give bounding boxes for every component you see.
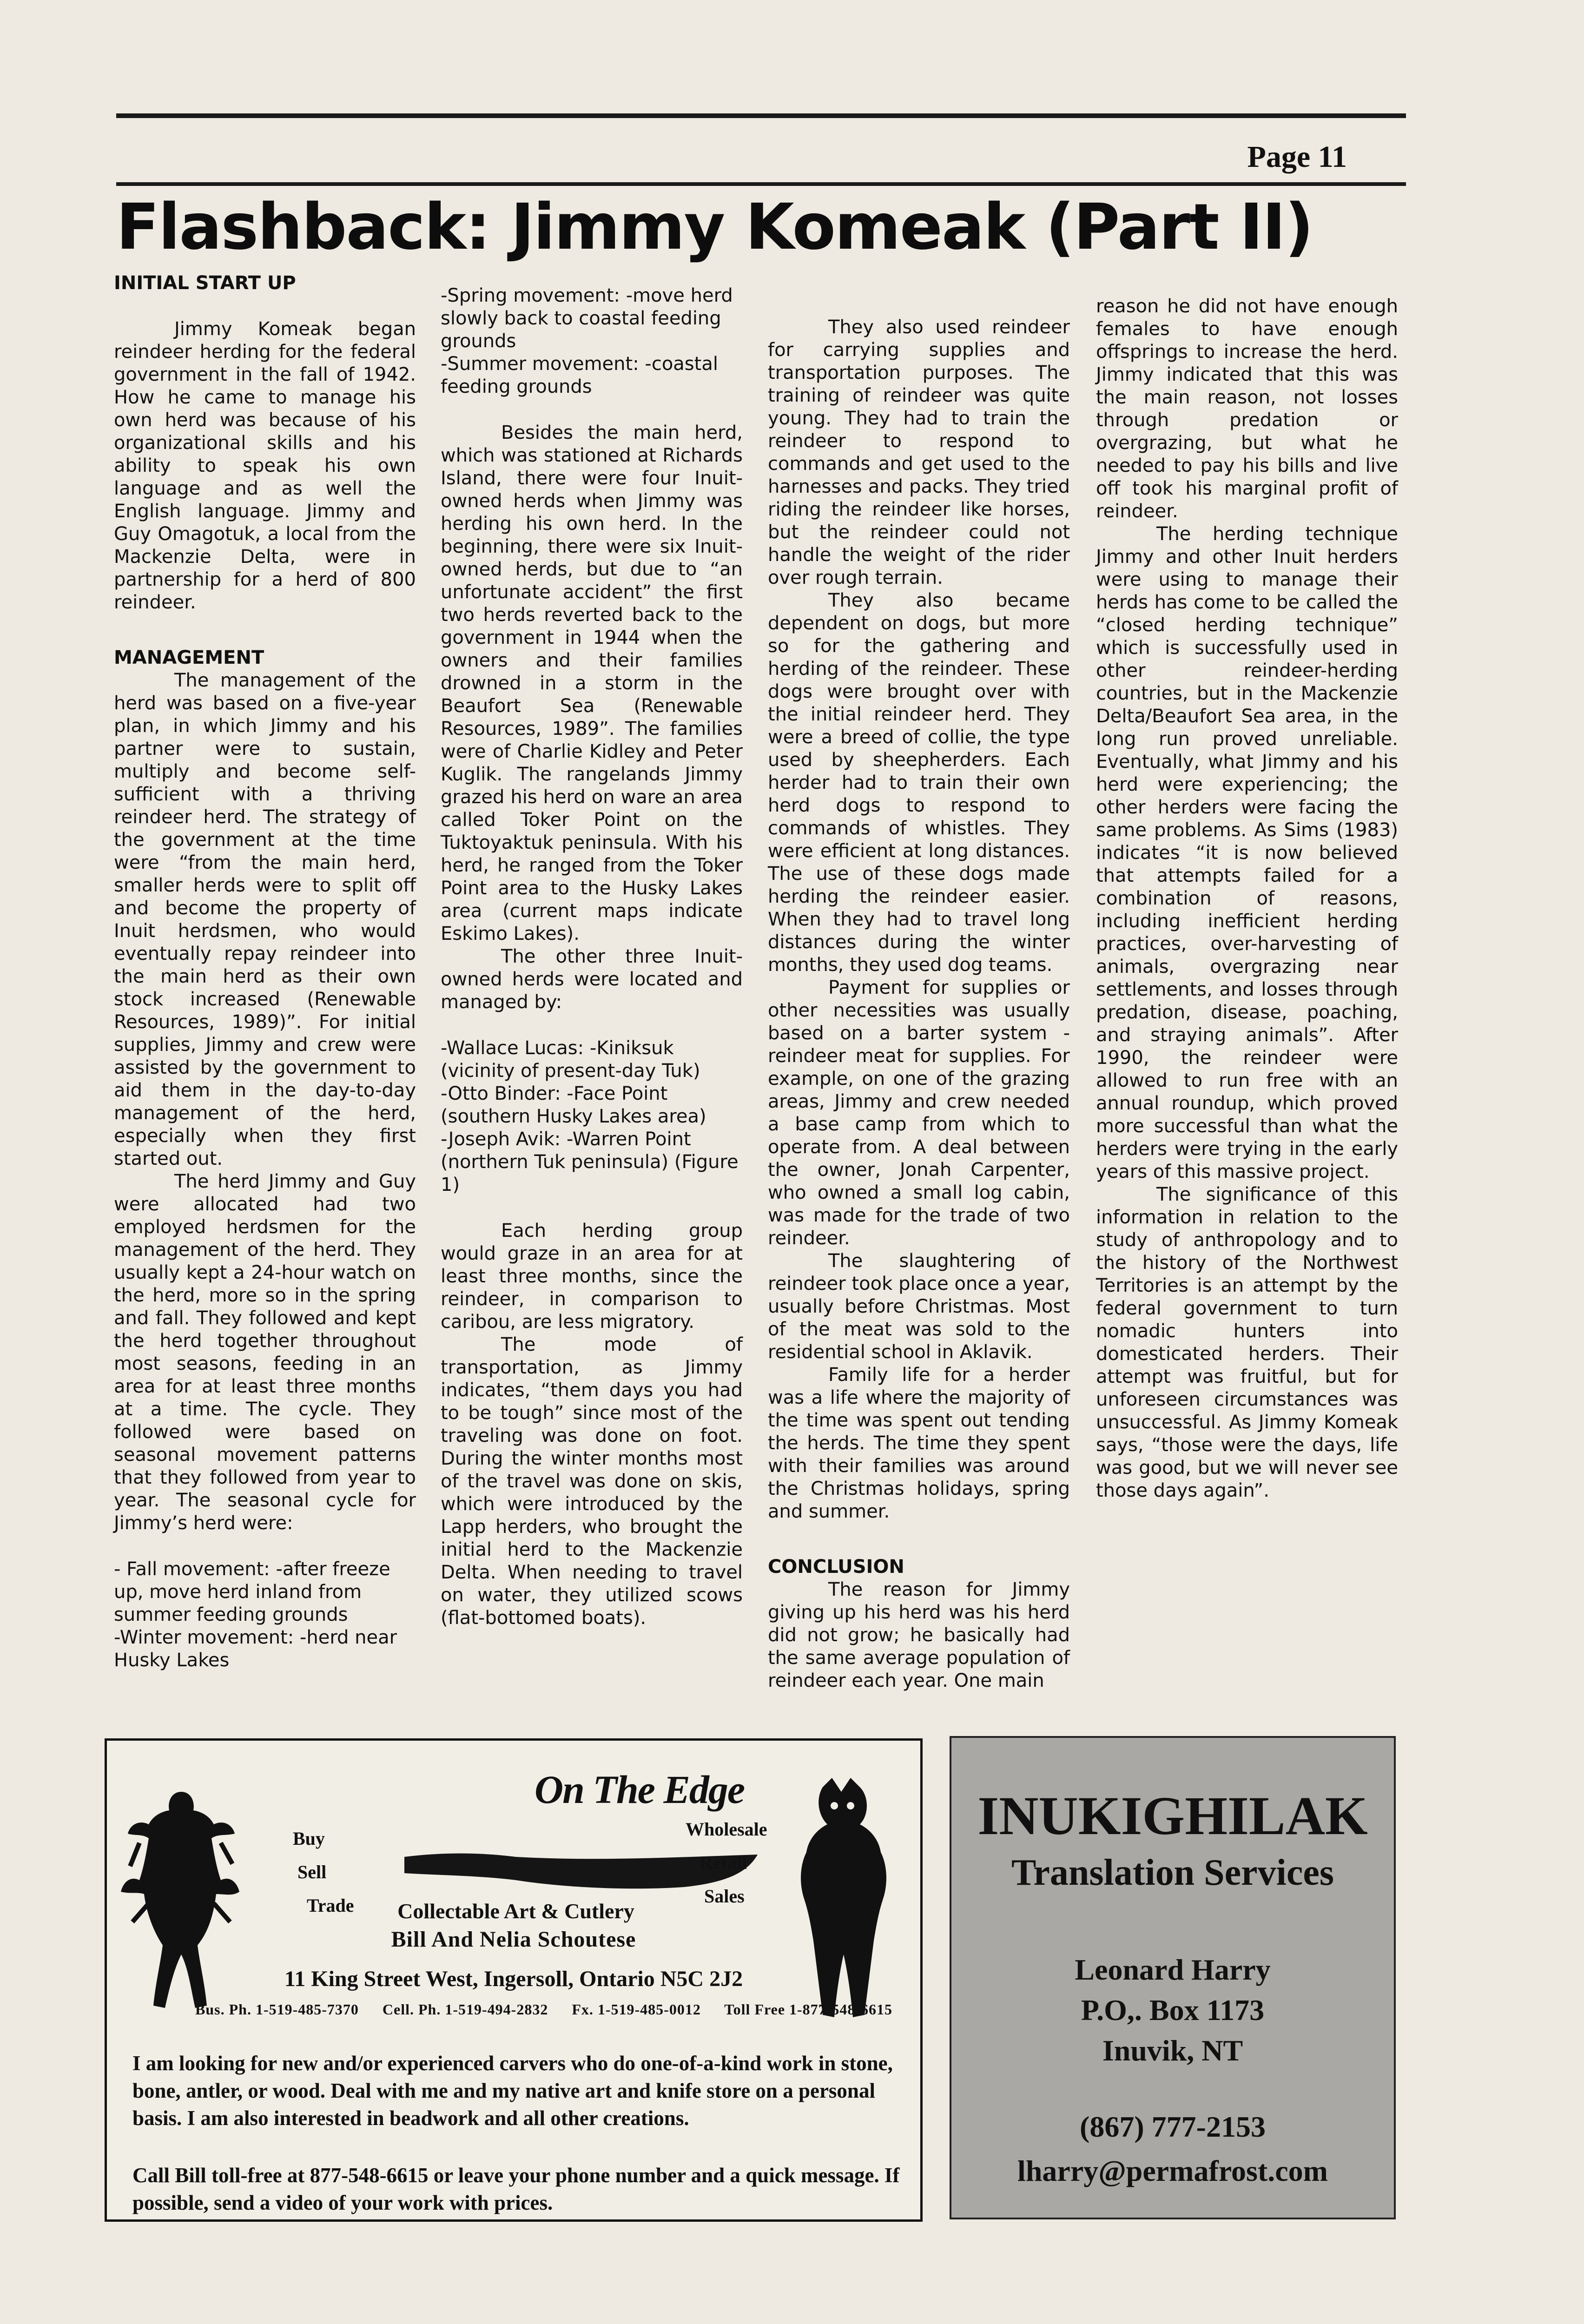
top-rule <box>116 113 1406 118</box>
shop-address: 11 King Street West, Ingersoll, Ontario N5C 2J2 <box>284 1967 743 1991</box>
po-box: P.O,. Box 1173 <box>1081 1994 1265 2027</box>
wholesale-retail-sales <box>686 1813 767 1913</box>
list-item: - Fall movement: -after freeze up, move herd inland from summer feeding grounds <box>114 1558 390 1625</box>
service-name: Translation Services <box>1011 1852 1334 1893</box>
list-item: -Spring movement: -move herd slowly back to coastal feeding grounds <box>441 285 733 352</box>
article-column-4 <box>1096 295 1398 1502</box>
paragraph: The reason for Jimmy giving up his herd was his herd did not grow; he basically had the same average population of reindeer each year. One main <box>768 1579 1070 1691</box>
list-item: -Joseph Avik: -Warren Point (northern Tuk peninsula) (Figure 1) <box>441 1129 739 1195</box>
toll-free-number: Toll Free 1-877-548-6615 <box>724 2001 892 2018</box>
paragraph: Besides the main herd, which was stationed at Richards Island, there were four Inuit-owned herds when Jimmy was herding his own herd. In the beginning, there were six Inuit-owned herds, but due to “an unfortunate accident” the first two herds reverted back to the government in 1944 when the owners and their families drowned in a storm in the Beaufort Sea (Renewable Resources, 1989”. The families were of Charlie Kidley and Peter Kuglik. The rangelands Jimmy grazed his herd on ware an area called Toker Point on the Tuktoyaktuk peninsula. With his herd, he ranged from the Toker Point area to the Husky Lakes area (current maps indicate Eskimo Lakes). <box>441 422 743 944</box>
paragraph: Family life for a herder was a life where the majority of the time was spent out tending the herds. The time they spent with their families was around the Christmas holidays, spring and summer. <box>768 1364 1070 1522</box>
shop-name: On The Edge <box>535 1767 744 1812</box>
article-column-3 <box>768 316 1070 1692</box>
paragraph: The management of the herd was based on a five-year plan, in which Jimmy and his partner were to sustain, multiply and become self-sufficient with a thriving reindeer herd. The strategy of the government at the time were “from the main herd, smaller herds were to split off and become the property of Inuit herdsmen, who would eventually repay reindeer into the main herd as their own stock increased (Renewable Resources, 1989)”. For initial supplies, Jimmy and crew were assisted by the government to aid them in the day-to-day management of the herd, especially when they first started out. <box>114 670 416 1169</box>
article-column-2 <box>441 284 743 1630</box>
email-address: lharry@permafrost.com <box>1017 2154 1328 2187</box>
section-heading: CONCLUSION <box>768 1556 904 1578</box>
on-the-edge-advertisement <box>105 1738 923 2222</box>
business-phone: Bus. Ph. 1-519-485-7370 <box>195 2001 359 2018</box>
section-heading: INITIAL START UP <box>114 272 296 294</box>
ad-body-text <box>132 2050 902 2217</box>
paragraph: Jimmy Komeak began reindeer herding for the federal government in the fall of 1942. How he came to manage his own herd was because of his organizational skills and his ability to speak his own language and as well the English language. Jimmy and Guy Omagotuk, a local from the Mackenzie Delta, were in partnership for a herd of 800 reindeer. <box>114 318 416 613</box>
business-name: INUKIGHILAK <box>977 1785 1368 1846</box>
phone-number: (867) 777-2153 <box>1080 2110 1266 2143</box>
shop-phone-numbers <box>195 2001 912 2018</box>
ad-paragraph: I am looking for new and/or experienced carvers who do one-of-a-kind work in stone, bone, antler, or wood. Deal with me and my native art and knife store on a personal basis. I am also interested in beadwork and all other creations. <box>132 2052 893 2130</box>
list-item: -Otto Binder: -Face Point (southern Husky Lakes area) <box>441 1083 706 1127</box>
ad-word: Trade <box>307 1895 354 1916</box>
ad-word: Sell <box>297 1862 327 1882</box>
paragraph: The mode of transportation, as Jimmy indicates, “them days you had to be tough” since most of the traveling was done on foot. During the winter months most of the travel was done on skis, which were introduced by the Lapp herders, who brought the initial herd to the Mackenzie Delta. When needing to travel on water, they utilized scows (flat-bottomed boats). <box>441 1334 743 1629</box>
paragraph: The other three Inuit-owned herds were located and managed by: <box>441 946 743 1013</box>
article-column-1 <box>114 272 416 1672</box>
paragraph: reason he did not have enough females to have enough offsprings to increase the herd. Jimmy indicated that this was the main reason, not losses through predation or overgrazing, but what he needed to pay his bills and live off took his marginal profit of reindeer. <box>1096 296 1398 522</box>
city: Inuvik, NT <box>1102 2034 1243 2067</box>
list-item: -Summer movement: -coastal feeding grounds <box>441 353 718 397</box>
contact-name: Leonard Harry <box>1075 1953 1271 1986</box>
contact-block <box>951 1949 1394 2071</box>
paragraph: The herd Jimmy and Guy were allocated had two employed herdsmen for the management of the herd. They usually kept a 24-hour watch on the herd, more so in the spring and fall. They followed and kept the herd together throughout most seasons, feeding in an area for at least three months at a time. The cycle. They followed were based on seasonal movement patterns that they followed from year to year. The seasonal cycle for Jimmy’s herd were: <box>114 1171 416 1534</box>
shop-tagline: Collectable Art & Cutlery <box>397 1899 634 1923</box>
shop-owners: Bill And Nelia Schoutese <box>391 1927 636 1952</box>
header-rule <box>116 182 1406 186</box>
ad-word: Sales <box>704 1886 745 1907</box>
paragraph: They also became dependent on dogs, but more so for the gathering and herding of the reindeer. These dogs were brought over with the initial reindeer herd. They were a breed of collie, the type used by sheepherders. Each herder had to train their own herd dogs to respond to commands of whistles. They were efficient at long distances. The use of these dogs made herding the reindeer easier. When they had to travel long distances during the winter months, they used dog teams. <box>768 590 1070 976</box>
paragraph: The herding technique Jimmy and other Inuit herders were using to manage their herds has come to be called the “closed herding technique” which is successfully used in other reindeer-herding countries, but in the Mackenzie Delta/Beaufort Sea area, in the long run proved unreliable. Eventually, what Jimmy and his herd were experiencing; the other herders were facing the same problems. As Sims (1983) indicates “it is now believed that attempts failed for a combination of reasons, including inefficient herding practices, over-harvesting of animals, overgrazing near settlements, and losses through predation, disease, poaching, and straying animals”. After 1990, the reindeer were allowed to run free with an annual roundup, which proved more successful than what the herders were trying in the early years of this massive project. <box>1096 523 1398 1182</box>
section-heading: MANAGEMENT <box>114 647 264 668</box>
list-item: -Wallace Lucas: -Kiniksuk (vicinity of present-day Tuk) <box>441 1037 700 1082</box>
movement-list <box>441 284 743 398</box>
cell-phone: Cell. Ph. 1-519-494-2832 <box>382 2001 548 2018</box>
ad-word: Retail <box>700 1852 747 1873</box>
movement-list <box>114 1558 416 1672</box>
list-item: -Winter movement: -herd near Husky Lakes <box>114 1627 397 1671</box>
ad-word: Wholesale <box>686 1819 767 1840</box>
paragraph: Payment for supplies or other necessities was usually based on a barter system - reindeer meat for supplies. For example, on one of the grazing areas, Jimmy and crew needed a base camp from which to operate from. A deal between the owner, Jonah Carpenter, who owned a small log cabin, was made for the trade of two reindeer. <box>768 977 1070 1249</box>
herd-list <box>441 1037 743 1196</box>
ad-paragraph: Call Bill toll-free at 877-548-6615 or leave your phone number and a quick message. If possible, send a video of your work with prices. <box>132 2164 900 2214</box>
paragraph: The slaughtering of reindeer took place once a year, usually before Christmas. Most of the meat was sold to the residential school in Aklavik. <box>768 1250 1070 1363</box>
paragraph: Each herding group would graze in an area for at least three months, since the reindeer, in comparison to caribou, are less migratory. <box>441 1220 743 1333</box>
translation-services-advertisement <box>950 1736 1396 2219</box>
page-number: Page 11 <box>1247 140 1347 174</box>
paragraph: The significance of this information in relation to the study of anthropology and to the history of the Northwest Territories is an attempt by the federal government to turn nomadic hunters into domesticated herders. Their attempt was fruitful, but for unforeseen circumstances was unsuccessful. As Jimmy Komeak says, “those were the days, life was good, but we will never see those days again”. <box>1096 1184 1398 1501</box>
paragraph: They also used reindeer for carrying supplies and transportation purposes. The training of reindeer was quite young. They had to train the reindeer to respond to commands and get used to the harnesses and packs. They tried riding the reindeer like horses, but the reindeer could not handle the weight of the rider over rough terrain. <box>768 317 1070 588</box>
article-title: Flashback: Jimmy Komeak (Part II) <box>116 191 1313 264</box>
fax-number: Fx. 1-519-485-0012 <box>572 2001 701 2018</box>
ad-word: Buy <box>293 1828 325 1849</box>
